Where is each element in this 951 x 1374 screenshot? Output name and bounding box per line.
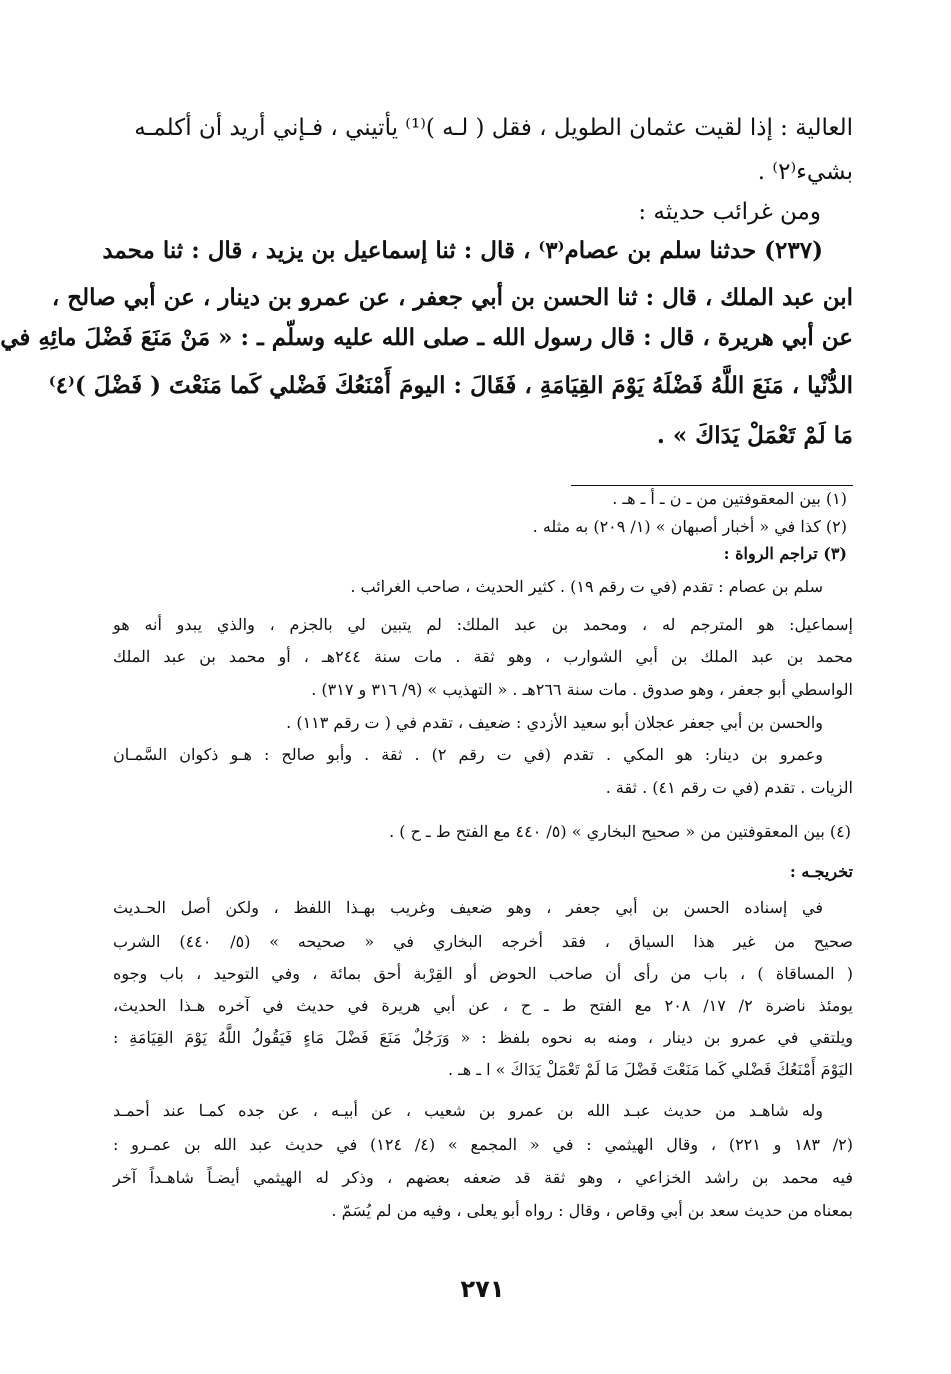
takhrij-line: وله شاهـد من حديث عبـد الله بن عمرو بن شعيب ، عن أبيـه ، عن جده كمـا عند أحمـد [113,1101,823,1120]
takhrij-line: اليَوْمَ أَمْنَعُكَ فَضْلي كَما مَنَعْتَ فَضْلَ مَا لَمْ تَعْمَلْ يَدَاكَ » ا ـ هـ . [447,1060,853,1079]
footnote: (٤) بين المعقوفتين من « صحيح البخاري » (٥/ ٤٤٠ مع الفتح ط ـ ح ) . [389,822,851,841]
section-heading: ومن غرائب حديثه : [638,199,821,225]
footnote: والحسن بن أبي جعفر عجلان أبو سعيد الأزدي : ضعيف ، تقدم في ( ت رقم ١١٣) . [286,713,823,732]
footnote: سلم بن عصام : تقدم (في ت رقم ١٩) . كثير الحديث ، صاحب الغرائب . [350,577,823,596]
takhrij-line: ويلتقي في عمرو بن دينار ، ومنه به نحوه بلفظ : « وَرَجُلٌ مَنَعَ فَضْلَ مَاءٍ فَيَقُولُ اللَّهُ يَوْمَ القِيَامَةِ : [113,1028,854,1047]
footnote-heading: (٣) تراجم الرواة : [723,544,847,563]
hadith-line: الدُّنْيا ، مَنَعَ اللَّهُ فَضْلَهُ يَوْمَ القِيَامَةِ ، فَقَالَ : اليومَ أَمْنَعُكَ فَضْلي كَما مَنَعْتَ ( فَضْلَ )⁽٤⁾ [48,372,853,399]
body-line: العالية : إذا لقيت عثمان الطويل ، فقل ( لـه )⁽¹⁾ يأتيني ، فـإني أريد أن أكلمـه [134,115,853,141]
footnote: إسماعيل: هو المترجم له ، ومحمد بن عبد الملك: لم يتبين لي بالجزم ، والذي يبدو أنه هو [113,615,853,634]
takhrij-heading: تخريجـه : [789,862,853,881]
hadith-line: ابن عبد الملك ، قال : ثنا الحسن بن أبي جعفر ، عن عمرو بن دينار ، عن أبي صالح ، [51,284,853,311]
takhrij-line: صحيح من غير هذا السياق ، فقد أخرجه البخاري في « صحيحه » (٥/ ٤٤٠) الشرب [113,932,854,951]
footnote: الواسطي أبو جعفر ، وهو صدوق . مات سنة ٢٦٦هـ . « التهذيب » (٩/ ٣١٦ و ٣١٧) . [311,680,853,699]
footnote: وعمرو بن دينار: هو المكي . تقدم (في ت رقم ٢) . ثقة . وأبو صالح : هـو ذكوان السَّمـان [113,745,823,764]
takhrij-line: يومئذ ناضرة ٢/ ١٧/ ٢٠٨ مع الفتح ط ـ ح ، عن أبي هريرة في حديث في آخره هـذا الحديث، [113,996,854,1015]
takhrij-line: (٢/ ١٨٣ و ٢٢١) ، وقال الهيثمي : في « المجمع » (٤/ ١٢٤) في حديث عبد الله بن عمـرو : [113,1135,853,1154]
footnote: الزيات . تقدم (في ت رقم ٤١) . ثقة . [605,778,853,797]
hadith-line: مَا لَمْ تَعْمَلْ يَدَاكَ » . [656,422,853,449]
footnote: (٢) كذا في « أخبار أصبهان » (١/ ٢٠٩) به مثله . [532,517,847,536]
takhrij-line: ( المساقاة ) ، باب من رأى أن صاحب الحوض أو القِرْبة أحق بمائة ، وفي التوحيد ، باب وجوه [113,964,853,983]
takhrij-line: فيه محمد بن راشد الخزاعي ، وهو ثقة قد ضعفه بعضهم ، وذكر له الهيثمي أيضـاً شاهـداً آخر [113,1168,853,1187]
footnote: محمد بن عبد الملك بن أبي الشوارب ، وهو ثقة . مات سنة ٢٤٤هـ ، أو محمد بن عبد الملك [113,647,854,666]
page-number: ٢٧١ [460,1275,505,1303]
body-line: بشيء⁽٢⁾ . [757,159,853,185]
hadith-line: (٢٣٧) حدثنا سلم بن عصام⁽٣⁾ ، قال : ثنا إسماعيل بن يزيد ، قال : ثنا محمد [102,237,823,264]
takhrij-line: في إسناده الحسن بن أبي جعفر ، وهو ضعيف وغريب بهـذا اللفظ ، ولكن أصل الحـديث [113,898,823,917]
takhrij-line: بمعناه من حديث سعد بن أبي وقاص ، وقال : رواه أبو يعلى ، وفيه من لم يُسَمّ . [331,1201,853,1220]
hadith-line: عن أبي هريرة ، قال : قال رسول الله ـ صلى الله عليه وسلّم ـ : « مَنْ مَنَعَ فَضْلَ مائِهِ في [0,324,853,351]
footnote: (١) بين المعقوفتين من ـ ن ـ أ ـ هـ . [612,489,847,508]
